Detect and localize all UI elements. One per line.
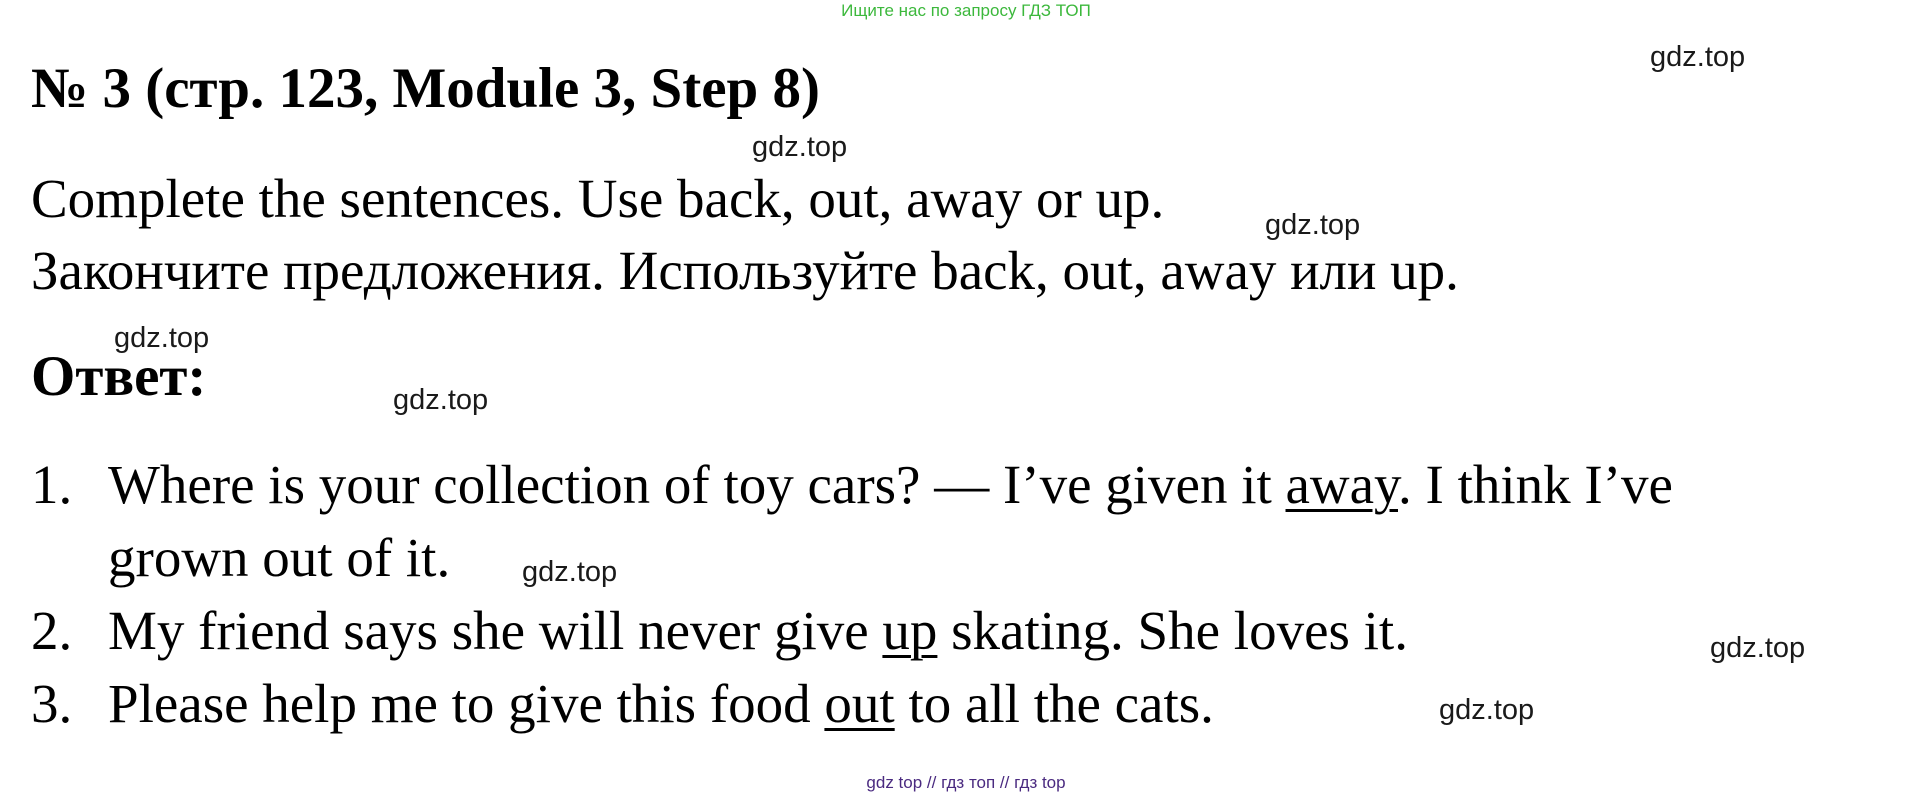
item-text-after: to all the cats. [894, 673, 1214, 734]
top-banner[interactable]: Ищите нас по запросу ГДЗ ТОП [841, 1, 1091, 20]
watermark: gdz.top [522, 556, 618, 588]
answer-heading: Ответ: [31, 345, 207, 408]
item-text-before: My friend says she will never give [108, 600, 883, 661]
item-answer-word: up [882, 600, 938, 661]
item-text-before: Please help me to give this food [108, 673, 825, 734]
answer-item-2 [31, 599, 1408, 662]
watermark: gdz.top [1650, 41, 1746, 73]
item-number: 2. [31, 600, 73, 661]
watermark: gdz.top [114, 322, 210, 354]
watermark: gdz.top [752, 131, 848, 163]
item-answer-word: away [1285, 454, 1398, 515]
item-text-after: skating. She loves it. [937, 600, 1408, 661]
answer-item-1-continuation: grown out of it. [108, 527, 451, 588]
watermark: gdz.top [1439, 694, 1535, 726]
page-title: № 3 (стр. 123, Module 3, Step 8) [31, 57, 820, 120]
instruction-english: Complete the sentences. Use back, out, away or up. [31, 168, 1165, 229]
item-number: 3. [31, 673, 73, 734]
footer-links[interactable]: gdz top // гдз топ // гдз top [866, 773, 1066, 792]
watermark: gdz.top [393, 384, 489, 416]
item-answer-word: out [824, 673, 895, 734]
item-number: 1. [31, 454, 73, 515]
answer-item-3 [31, 672, 1214, 735]
watermark: gdz.top [1265, 209, 1361, 241]
watermark: gdz.top [1710, 632, 1806, 664]
item-text-after: . I think I’ve [1398, 454, 1673, 515]
answer-item-1 [31, 453, 1673, 516]
item-text-before: Where is your collection of toy cars? — I’ve given it [108, 454, 1286, 515]
instruction-russian: Закончите предложения. Используйте back, out, away или up. [31, 240, 1459, 301]
